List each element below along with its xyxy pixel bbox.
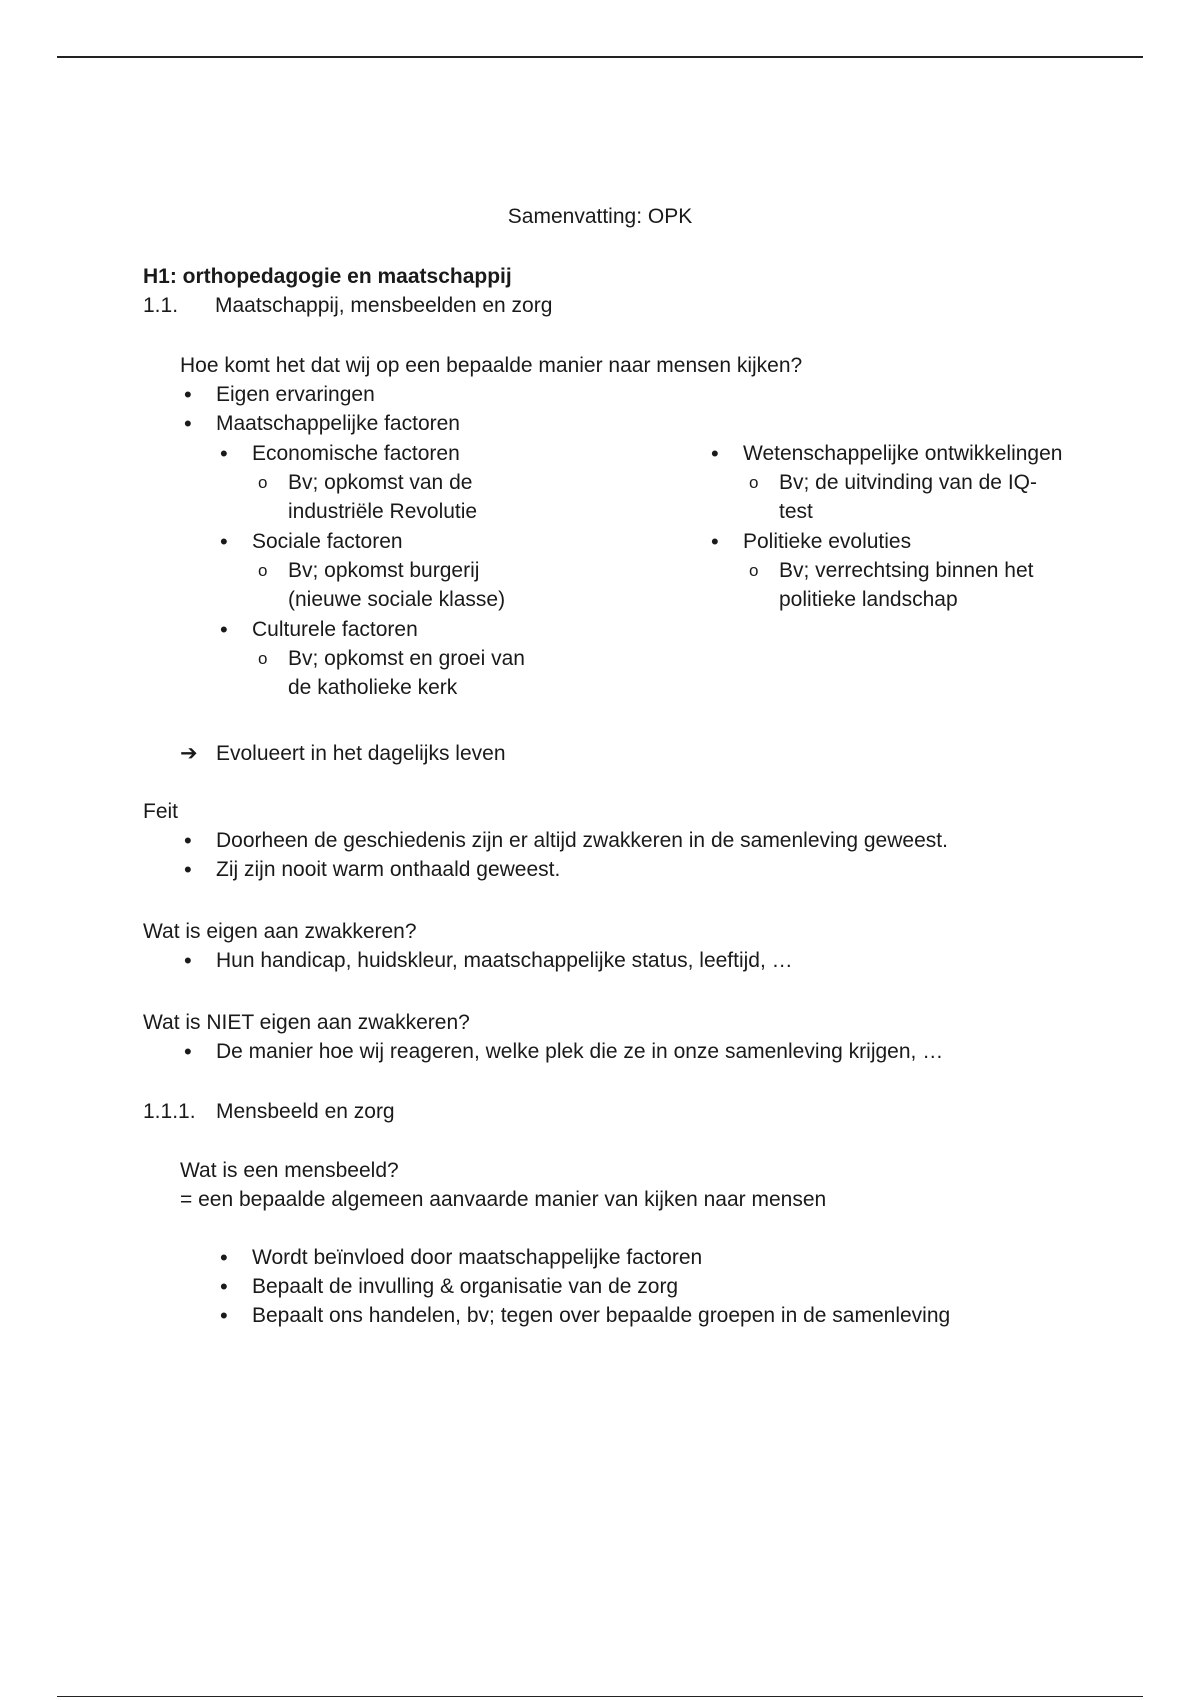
subsection-number: 1.1.1. <box>143 1100 196 1123</box>
arrow-text: Evolueert in het dagelijks leven <box>216 742 506 765</box>
factor-list <box>180 380 802 438</box>
subsection-heading <box>143 1097 395 1126</box>
list-item: • Maatschappelijke factoren <box>180 409 802 438</box>
mensbeeld-list <box>216 1243 950 1330</box>
arrow-conclusion <box>180 739 506 768</box>
feit-block <box>143 797 948 884</box>
factors-left-column <box>216 439 546 703</box>
list-item: • Doorheen de geschiedenis zijn er altijd zwakkeren in de samenleving geweest. <box>180 826 948 855</box>
example-item: o Bv; de uitvinding van de IQ-test <box>743 468 1067 526</box>
list-item: • Politieke evoluties o Bv; verrechtsing binnen het politieke landschap <box>707 527 1067 614</box>
eigen-block <box>143 917 793 975</box>
section-title: Maatschappij, mensbeelden en zorg <box>215 294 553 317</box>
factors-right-column <box>707 439 1067 615</box>
mensbeeld-definition: = een bepaalde algemeen aanvaarde manier van kijken naar mensen <box>180 1188 827 1211</box>
header-rule <box>57 56 1143 58</box>
subsection-title: Mensbeeld en zorg <box>216 1100 395 1123</box>
list-item: • Eigen ervaringen <box>180 380 802 409</box>
question-block <box>180 351 802 438</box>
niet-eigen-block <box>143 1008 943 1066</box>
section-number: 1.1. <box>143 294 179 317</box>
list-item: • Culturele factoren o Bv; opkomst en groei van de katholieke kerk <box>216 615 546 702</box>
list-item: • Zij zijn nooit warm onthaald geweest. <box>180 855 948 884</box>
feit-label: Feit <box>143 800 179 823</box>
example-item: o Bv; verrechtsing binnen het politieke landschap <box>743 556 1067 614</box>
document-title: Samenvatting: OPK <box>507 205 693 228</box>
eigen-question: Wat is eigen aan zwakkeren? <box>143 920 417 943</box>
list-item: • Bepaalt de invulling & organisatie van de zorg <box>216 1272 950 1301</box>
footer-rule <box>57 1696 1143 1697</box>
list-item: • Economische factoren o Bv; opkomst van de industriële Revolutie <box>216 439 546 526</box>
list-item: • Wetenschappelijke ontwikkelingen o Bv; de uitvinding van de IQ-test <box>707 439 1067 526</box>
arrow-right-icon: ➔ <box>180 742 198 765</box>
example-item: o Bv; opkomst en groei van de katholieke kerk <box>252 644 546 702</box>
section-heading <box>143 291 552 320</box>
chapter-heading: H1: orthopedagogie en maatschappij <box>143 265 512 288</box>
example-item: o Bv; opkomst van de industriële Revolutie <box>252 468 546 526</box>
question-text: Hoe komt het dat wij op een bepaalde manier naar mensen kijken? <box>180 354 803 377</box>
mensbeeld-question: Wat is een mensbeeld? <box>180 1159 399 1182</box>
mensbeeld-block <box>180 1156 826 1214</box>
list-item: • De manier hoe wij reageren, welke plek die ze in onze samenleving krijgen, … <box>180 1037 943 1066</box>
list-item: • Sociale factoren o Bv; opkomst burgerij (nieuwe sociale klasse) <box>216 527 546 614</box>
list-item: • Bepaalt ons handelen, bv; tegen over bepaalde groepen in de samenleving <box>216 1301 950 1330</box>
niet-eigen-question: Wat is NIET eigen aan zwakkeren? <box>143 1011 470 1034</box>
list-item: • Wordt beïnvloed door maatschappelijke factoren <box>216 1243 950 1272</box>
example-item: o Bv; opkomst burgerij (nieuwe sociale klasse) <box>252 556 546 614</box>
list-item: • Hun handicap, huidskleur, maatschappelijke status, leeftijd, … <box>180 946 793 975</box>
